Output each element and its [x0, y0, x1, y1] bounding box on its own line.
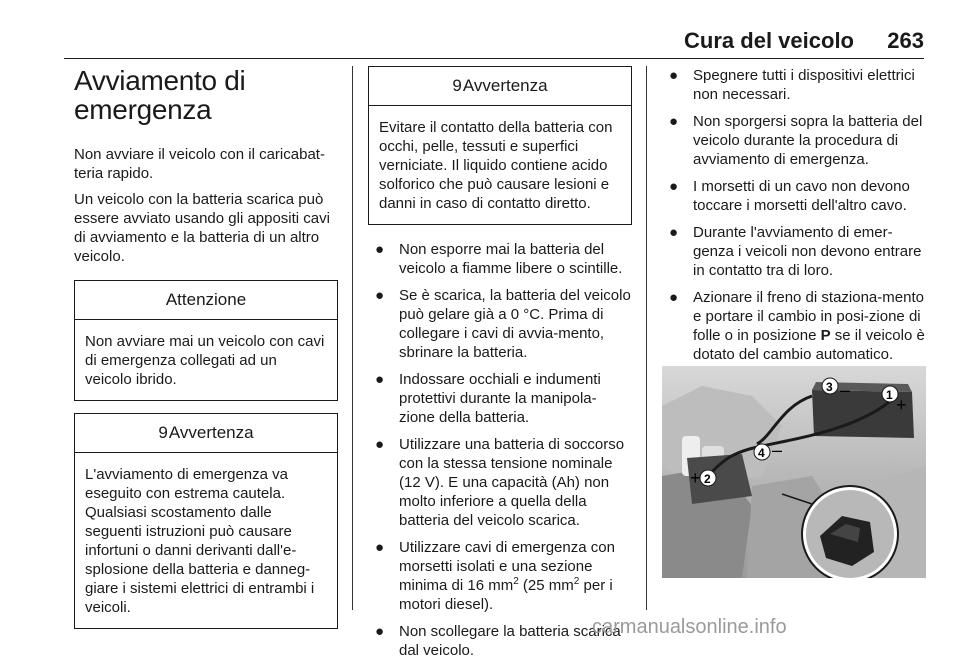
bullet-icon: ● [375, 241, 385, 258]
bullet-icon: ● [669, 224, 679, 241]
label-4: 4 [758, 446, 765, 460]
warning-header [369, 67, 631, 106]
list-item [368, 538, 632, 614]
list-item [662, 223, 926, 280]
column-middle [368, 66, 632, 668]
page-heading [74, 66, 338, 124]
list-item-text: Non sporgersi sopra la batteria del veicolo durante la procedura di avviamento di emergenza. [693, 113, 923, 168]
text-run: Azionare il freno di staziona-mento e portare il cambio in posi-zione di folle o in posizione [693, 289, 924, 344]
column-left [74, 66, 338, 629]
text-run: se il veicolo è dotato del cambio automatico. [693, 327, 925, 363]
list-item [662, 177, 926, 215]
paragraph: Un veicolo con la batteria scarica può essere avviato usando gli appositi cavi di avviamento e la batteria di un altro veicolo. [74, 191, 330, 265]
text-run: per i motori diesel). [399, 577, 613, 613]
attention-title: Attenzione [75, 281, 337, 320]
bullet-icon: ● [375, 287, 385, 304]
header-rule [64, 58, 924, 59]
list-item-text: Indossare occhiali e indumenti protettivi durante la manipola-zione della batteria. [399, 371, 601, 426]
list-item-text: Spegnere tutti i dispositivi elettrici non necessari. [693, 67, 915, 103]
bullet-list [368, 240, 632, 660]
bullet-icon: ● [375, 539, 385, 556]
bullet-icon: ● [375, 371, 385, 388]
bullet-icon: ● [669, 67, 679, 84]
column-divider [646, 66, 647, 610]
watermark: carmanualsonline.info [592, 616, 787, 638]
list-item [662, 112, 926, 169]
list-item-text: Durante l'avviamento di emer-genza i veicoli non devono entrare in contatto tra di loro. [693, 224, 922, 279]
list-item [368, 435, 632, 530]
list-item-text: Se è scarica, la batteria del veicolo può gelare già a 0 °C. Prima di collegare i cavi di avvia-mento, sbrinare la batteria. [399, 287, 631, 361]
list-item [662, 288, 926, 364]
list-item [368, 370, 632, 427]
attention-box [74, 280, 338, 401]
list-item [662, 66, 926, 104]
superscript: 2 [573, 576, 580, 587]
bullet-list [662, 66, 926, 364]
plus-symbol: + [690, 468, 701, 488]
bullet-icon: ● [669, 289, 679, 306]
section-title: Cura del veicolo [684, 28, 854, 53]
list-item [368, 240, 632, 278]
engine-bay-illustration [662, 366, 926, 578]
label-1: 1 [886, 388, 893, 402]
heading-line: Avviamento di [74, 65, 246, 96]
battery-figure [662, 366, 926, 578]
label-2: 2 [704, 472, 711, 486]
page-number: 263 [887, 28, 924, 53]
heading-line: emergenza [74, 94, 212, 125]
warning-box [368, 66, 632, 225]
page-header [64, 27, 924, 59]
bullet-icon: ● [669, 113, 679, 130]
column-divider [352, 66, 353, 610]
bullet-icon: ● [669, 178, 679, 195]
column-right [662, 66, 926, 372]
list-item [368, 286, 632, 362]
list-item-text [693, 289, 925, 363]
plus-symbol: + [896, 395, 907, 415]
list-item-text: Non scollegare la batteria scarica dal veicolo. [399, 623, 621, 659]
warning-title: Avvertenza [168, 423, 254, 442]
warning-icon: 9 [452, 76, 462, 95]
superscript: 2 [513, 576, 519, 587]
minus-symbol: – [772, 440, 783, 460]
list-item-text: Utilizzare una batteria di soccorso con la stessa tensione nominale (12 V). E una capacità (Ah) non molto inferiore a quella della batteria del veicolo scarica. [399, 436, 625, 529]
bullet-icon: ● [375, 623, 385, 640]
attention-text: Non avviare mai un veicolo con cavi di emergenza collegati ad un veicolo ibrido. [85, 333, 325, 388]
warning-box [74, 413, 338, 629]
warning-icon: 9 [158, 423, 168, 442]
warning-text: L'avviamento di emergenza va eseguito con estrema cautela. Qualsiasi scostamento dalle seguenti istruzioni può causare infortuni o danni derivanti dall'e-splosione della batteria e danneg-giare i sistemi elettrici di entrambi i veicoli. [85, 466, 315, 616]
text-run: (25 mm [518, 577, 574, 594]
label-3: 3 [826, 380, 833, 394]
gear-position-p: P [820, 327, 831, 344]
list-item-text [399, 539, 615, 613]
list-item-text: I morsetti di un cavo non devono toccare i morsetti dell'altro cavo. [693, 178, 910, 214]
warning-title: Avvertenza [462, 76, 548, 95]
text-run: Utilizzare cavi di emergenza con morsetti isolati e una sezione minima di 16 mm [399, 539, 615, 594]
bullet-icon: ● [375, 436, 385, 453]
list-item-text: Non esporre mai la batteria del veicolo a fiamme libere o scintille. [399, 241, 623, 277]
paragraph: Non avviare il veicolo con il caricabat-teria rapido. [74, 146, 325, 182]
warning-header [75, 414, 337, 453]
minus-symbol: – [840, 380, 851, 400]
warning-text: Evitare il contatto della batteria con occhi, pelle, tessuti e superfici verniciate. Il liquido contiene acido solforico che può causare lesioni e danni in caso di contatto diretto. [379, 119, 613, 212]
